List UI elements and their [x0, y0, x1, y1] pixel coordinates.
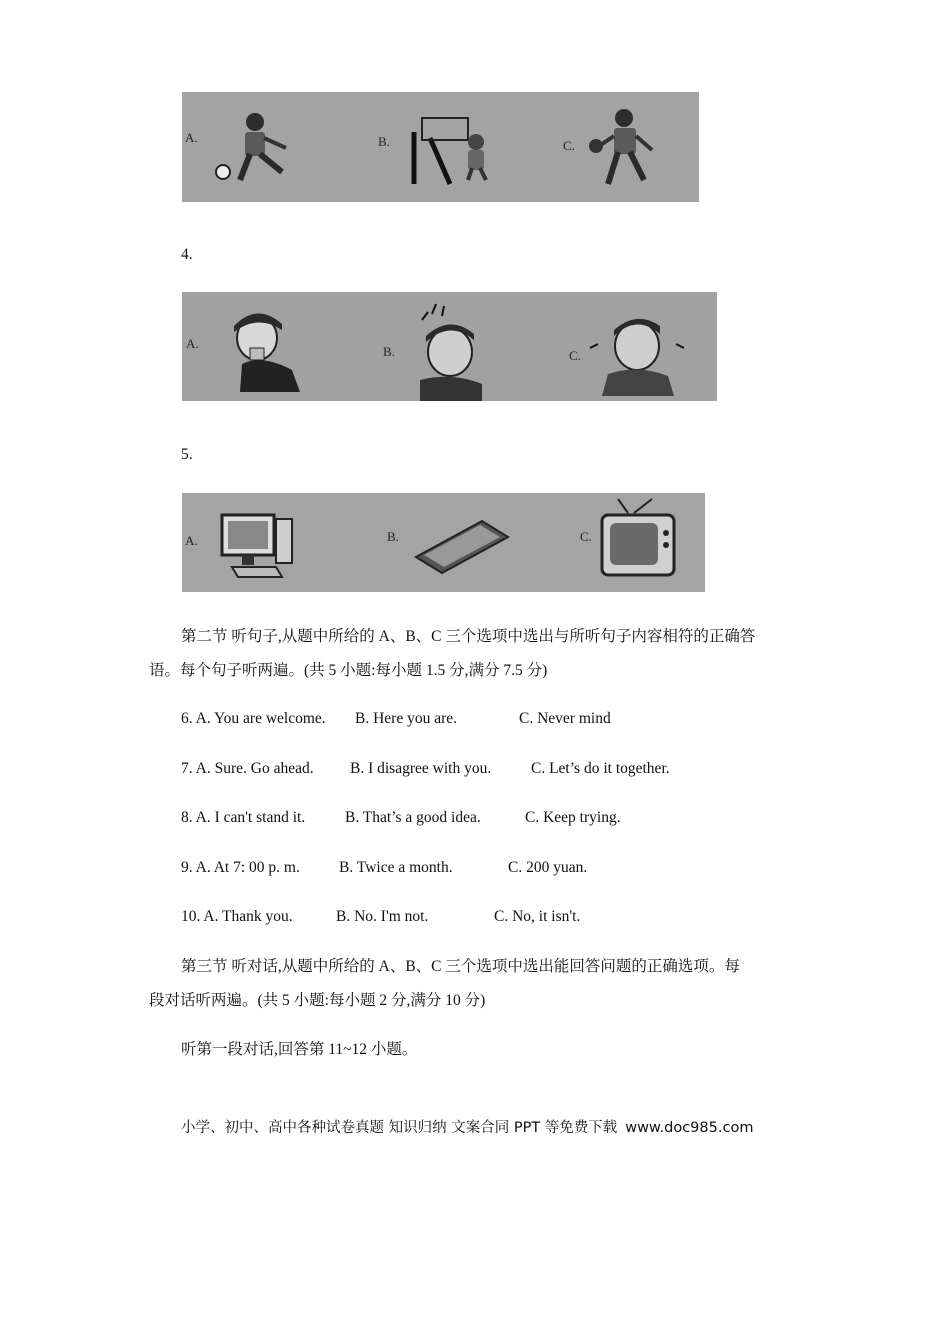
option-a: 6. A. You are welcome.	[181, 710, 326, 727]
option-letter: B.	[378, 134, 390, 149]
option-a: 8. A. I can't stand it.	[181, 809, 306, 826]
option-letter: C.	[569, 348, 581, 363]
section3-instruction-line2: 段对话听两遍。(共 5 小题:每小题 2 分,满分 10 分)	[149, 992, 486, 1009]
option-a: 10. A. Thank you.	[181, 908, 293, 925]
picture-strip-q5	[182, 493, 705, 592]
option-c: C. 200 yuan.	[508, 859, 588, 876]
option-a: 9. A. At 7: 00 p. m.	[181, 859, 300, 876]
footer-text: 小学、初中、高中各种试卷真题 知识归纳 文案合同 PPT 等免费下载	[181, 1120, 618, 1136]
option-c: C. Never mind	[519, 710, 611, 727]
question-number: 4.	[181, 246, 193, 263]
footer-url[interactable]: www.doc985.com	[625, 1120, 754, 1136]
picture-strip-q4	[182, 292, 717, 401]
option-letter: C.	[580, 529, 592, 544]
option-a: 7. A. Sure. Go ahead.	[181, 760, 314, 777]
question-row	[181, 759, 881, 779]
footer	[181, 1116, 753, 1137]
question-row	[181, 858, 881, 878]
option-b: B. I disagree with you.	[350, 760, 492, 777]
option-b: B. That’s a good idea.	[345, 809, 481, 826]
option-b: B. Twice a month.	[339, 859, 453, 876]
option-b: B. Here you are.	[355, 710, 457, 727]
question-number: 5.	[181, 446, 193, 463]
option-letter: B.	[387, 529, 399, 544]
section3-instruction-line3: 听第一段对话,回答第 11~12 小题。	[181, 1041, 418, 1058]
option-c: C. No, it isn't.	[494, 908, 581, 925]
question-row	[181, 808, 881, 828]
section2-instruction-line2: 语。每个句子听两遍。(共 5 小题:每小题 1.5 分,满分 7.5 分)	[149, 662, 548, 679]
section3-instruction-line1: 第三节 听对话,从题中所给的 A、B、C 三个选项中选出能回答问题的正确选项。每	[181, 958, 740, 975]
option-letter: B.	[383, 344, 395, 359]
option-letter: A.	[186, 336, 199, 351]
option-letter: C.	[563, 138, 575, 153]
option-c: C. Let’s do it together.	[531, 760, 670, 777]
option-letter: A.	[185, 533, 198, 548]
question-row	[181, 709, 881, 729]
section2-instruction-line1: 第二节 听句子,从题中所给的 A、B、C 三个选项中选出与所听句子内容相符的正确答	[181, 628, 756, 645]
option-c: C. Keep trying.	[525, 809, 621, 826]
question-row	[181, 907, 881, 927]
option-b: B. No. I'm not.	[336, 908, 429, 925]
picture-strip-q3	[182, 92, 699, 202]
option-letter: A.	[185, 130, 198, 145]
